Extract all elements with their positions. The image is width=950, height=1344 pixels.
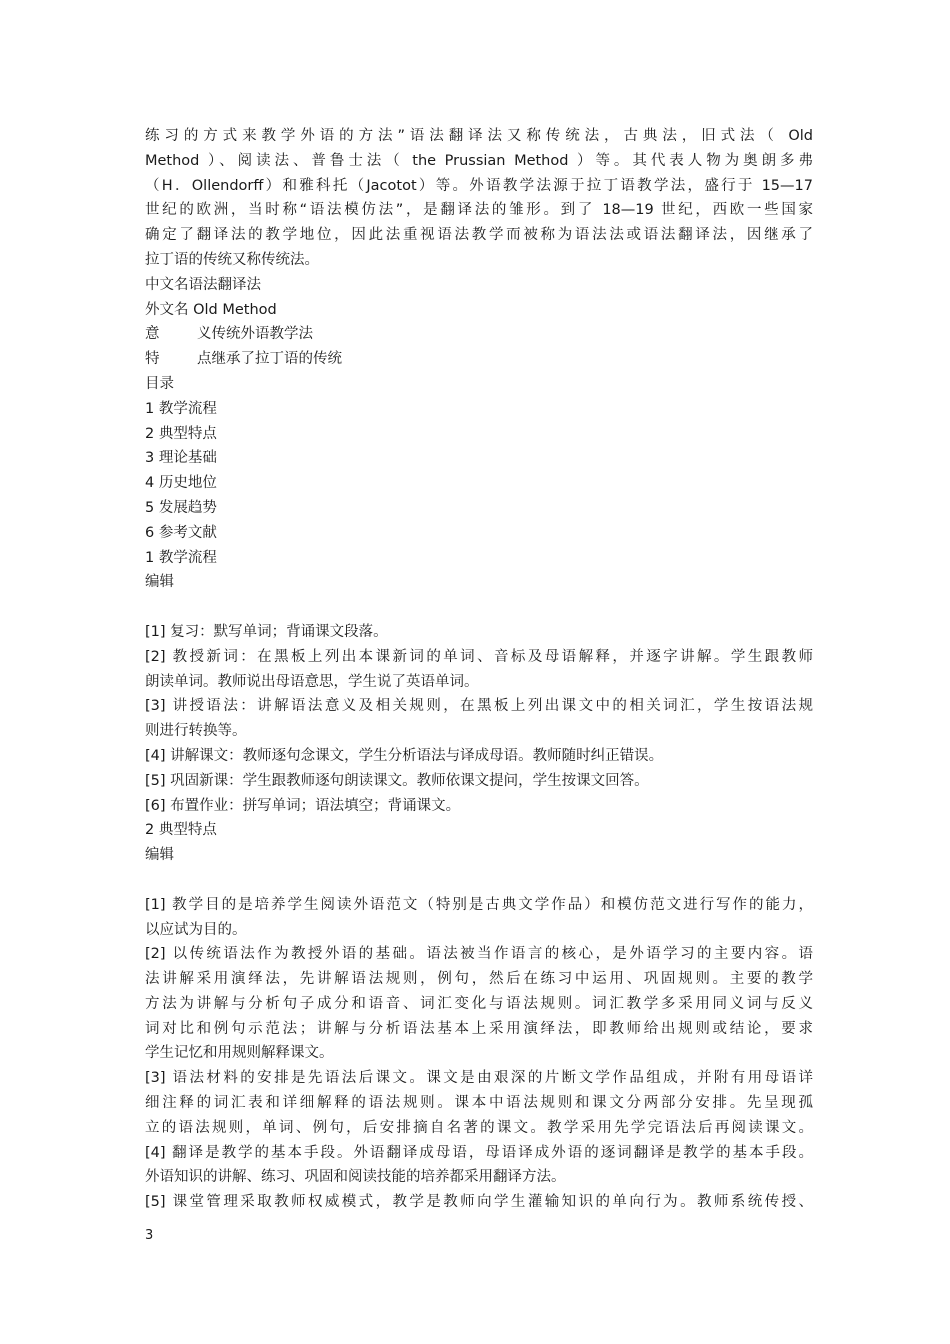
text-line: 法讲解采用演绎法，先讲解语法规则，例句，然后在练习中运用、巩固规则。主要的教学: [145, 971, 813, 988]
meaning-value: 义传统外语教学法: [197, 326, 313, 343]
section-teaching-process: [145, 546, 813, 819]
text-line: [1] 教学目的是培养学生阅读外语范文（特别是古典文学作品）和模仿范文进行写作的能力，: [145, 896, 813, 913]
toc-item[interactable]: 5 发展趋势: [145, 499, 217, 516]
feature-value: 点继承了拉丁语的传统: [197, 351, 342, 368]
feature-key: 特: [145, 351, 160, 368]
edit-link[interactable]: 编辑: [145, 847, 174, 864]
section-heading: 1 教学流程: [145, 549, 217, 566]
text-line: 词对比和例句示范法；讲解与分析语法基本上采用演绎法，即教师给出规则或结论，要求: [145, 1020, 813, 1037]
text-line: 世纪的欧洲，当时称“语法模仿法”，是翻译法的雏形。到了 18—19 世纪，西欧一些国家: [145, 202, 813, 219]
toc-item[interactable]: 4 历史地位: [145, 475, 217, 492]
toc-item[interactable]: 3 理论基础: [145, 450, 217, 467]
toc-title: 目录: [145, 375, 174, 392]
toc-item[interactable]: 6 参考文献: [145, 524, 217, 541]
text-line: 学生记忆和用规则解释课文。: [145, 1045, 334, 1062]
toc-item[interactable]: 2 典型特点: [145, 425, 217, 442]
text-line: 细注释的词汇表和详细解释的语法规则。课本中语法规则和课文分两部分安排。先呈现孤: [145, 1095, 813, 1112]
text-line: 则进行转换等。: [145, 723, 247, 740]
text-line: [5] 课堂管理采取教师权威模式，教学是教师向学生灌输知识的单向行为。教师系统传授、: [145, 1194, 813, 1211]
document-page: [145, 124, 813, 1215]
text-line: [3] 讲授语法：讲解语法意义及相关规则，在黑板上列出课文中的相关词汇，学生按语法规: [145, 698, 813, 715]
text-line: [2] 教授新词：在黑板上列出本课新词的单词、音标及母语解释，并逐字讲解。学生跟教师: [145, 648, 813, 665]
text-line: [4] 讲解课文：教师逐句念课文，学生分析语法与译成母语。教师随时纠正错误。: [145, 747, 664, 764]
feature-row: [145, 347, 813, 372]
text-line: [3] 语法材料的安排是先语法后课文。课文是由艰深的片断文学作品组成，并附有用母语详: [145, 1070, 813, 1087]
text-line: 练习的方式来教学外语的方法”语法翻译法又称传统法，古典法，旧式法（ Old: [145, 128, 813, 144]
chinese-name: 中文名语法翻译法: [145, 276, 261, 293]
text-line: [6] 布置作业：拼写单词；语法填空；背诵课文。: [145, 797, 461, 814]
table-of-contents: [145, 372, 813, 546]
text-line: 方法为讲解与分析句子成分和语音、词汇变化与语法规则。词汇教学多采用同义词与反义: [145, 995, 813, 1012]
text-line: [5] 巩固新课：学生跟教师逐句朗读课文。教师依课文提问，学生按课文回答。: [145, 772, 649, 789]
intro-paragraph: [145, 124, 813, 273]
text-line: 朗读单词。教师说出母语意思，学生说了英语单词。: [145, 673, 479, 690]
text-line: 确定了翻译法的教学地位，因此法重视语法教学而被称为语法法或语法翻译法，因继承了: [145, 227, 813, 244]
text-line: [1] 复习：默写单词；背诵课文段落。: [145, 623, 388, 640]
text-line: 拉丁语的传统又称传统法。: [145, 251, 319, 268]
text-line: 外语知识的讲解、练习、巩固和阅读技能的培养都采用翻译方法。: [145, 1169, 566, 1186]
foreign-name: 外文名 Old Method: [145, 301, 277, 318]
spacer: [145, 595, 813, 620]
text-line: （H．Ollendorff）和雅科托（Jacotot）等。外语教学法源于拉丁语教学法，盛行于 15—17: [145, 177, 813, 194]
text-line: [4] 翻译是教学的基本手段。外语翻译成母语，母语译成外语的逐词翻译是教学的基本手段。: [145, 1144, 813, 1161]
meaning-key: 意: [145, 326, 160, 343]
text-line: 以应试为目的。: [145, 921, 247, 938]
text-line: [2] 以传统语法作为教授外语的基础。语法被当作语言的核心，是外语学习的主要内容。语: [145, 946, 813, 963]
infobox: [145, 273, 813, 372]
text-line: 立的语法规则，单词、例句，后安排摘自名著的课文。教学采用先学完语法后再阅读课文。: [145, 1119, 813, 1136]
section-typical-features: [145, 818, 813, 1215]
text-line: Method ）、阅读法、普鲁士法（ the Prussian Method ）等。其代表人物为奥朗多弗: [145, 152, 813, 169]
section-heading: 2 典型特点: [145, 822, 217, 839]
page-number: 3: [145, 1228, 154, 1243]
spacer: [145, 868, 813, 893]
meaning-row: [145, 322, 813, 347]
toc-item[interactable]: 1 教学流程: [145, 400, 217, 417]
edit-link[interactable]: 编辑: [145, 574, 174, 591]
